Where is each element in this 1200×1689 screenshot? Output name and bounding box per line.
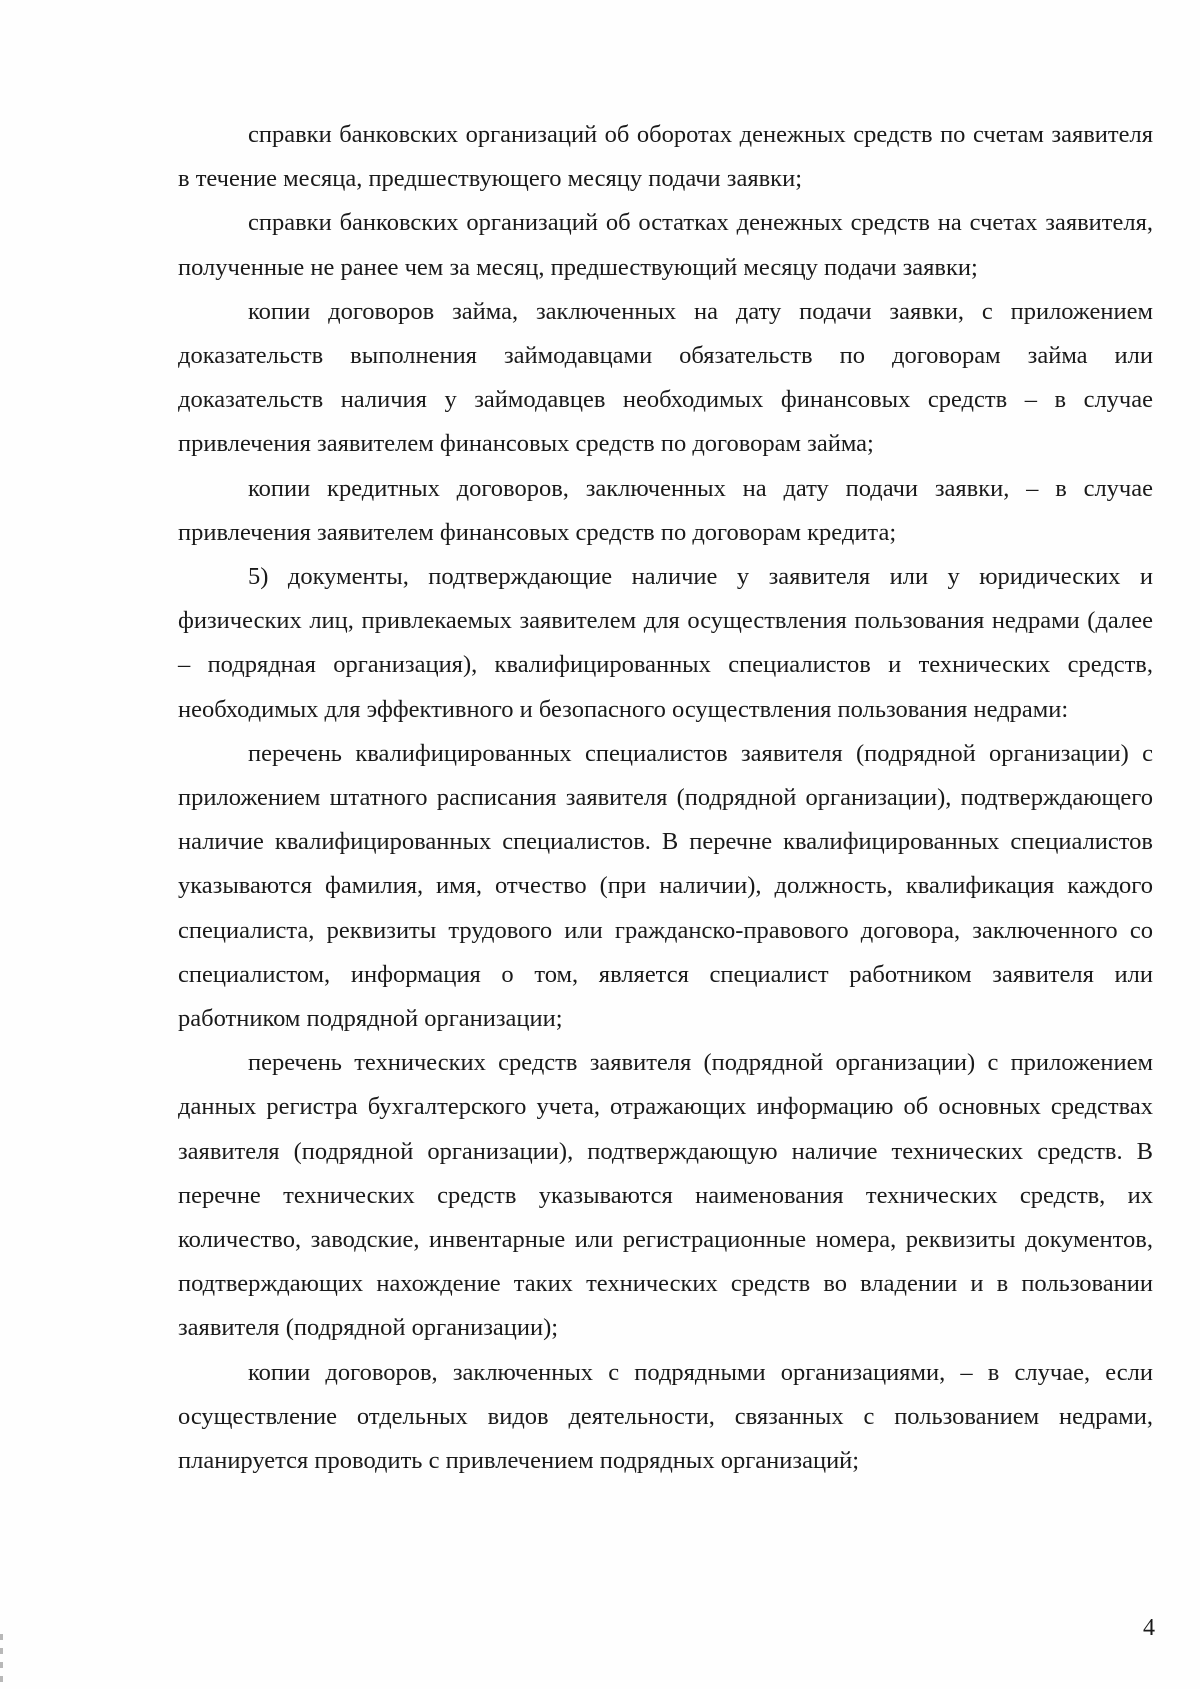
paragraph-bank-balances: справки банковских организаций об остатках денежных средств на счетах заявителя, полученные не ранее чем за месяц, предшествующий месяцу подачи заявки; (178, 209, 1153, 281)
paragraph-credit-agreements: копии кредитных договоров, заключенных на дату подачи заявки, – в случае привлечения заявителем финансовых средств по договорам кредита; (178, 474, 1153, 546)
paragraph-contractor-agreements: копии договоров, заключенных с подрядными организациями, – в случае, если осуществление отдельных видов деятельности, связанных с пользованием недрами, планируется проводить с привлечением подрядных организаций; (178, 1358, 1153, 1475)
scan-edge-mark (0, 1676, 3, 1682)
paragraph-bank-turnover: справки банковских организаций об оборотах денежных средств по счетам заявителя в течение месяца, предшествующего месяцу подачи заявки; (178, 121, 1153, 193)
scan-edge-mark (0, 1648, 3, 1654)
scan-edge-mark (0, 1634, 3, 1640)
paragraph-technical-means-list: перечень технических средств заявителя (подрядной организации) с приложением данных регистра бухгалтерского учета, отражающих информацию об основных средствах заявителя (подрядной организации), подтверждающую наличие технических средств. В перечне технических средств указываются наименования технических средств, их количество, заводские, инвентарные или регистрационные номера, реквизиты документов, подтверждающих нахождение таких технических средств во владении и в пользовании заявителя (подрядной организации); (178, 1049, 1153, 1342)
paragraph-item-5: 5) документы, подтверждающие наличие у заявителя или у юридических и физических лиц, привлекаемых заявителем для осуществления пользования недрами (далее – подрядная организация), квалифицированных специалистов и технических средств, необходимых для эффективного и безопасного осуществления пользования недрами: (178, 563, 1153, 723)
scan-edge-mark (0, 1662, 3, 1668)
document-body (178, 113, 1153, 1483)
paragraph-specialists-list: перечень квалифицированных специалистов заявителя (подрядной организации) с приложением штатного расписания заявителя (подрядной организации), подтверждающего наличие квалифицированных специалистов. В перечне квалифицированных специалистов указываются фамилия, имя, отчество (при наличии), должность, квалификация каждого специалиста, реквизиты трудового или гражданско-правового договора, заключенного со специалистом, информация о том, является специалист работником заявителя или работником подрядной организации; (178, 739, 1153, 1033)
paragraph-loan-agreements: копии договоров займа, заключенных на дату подачи заявки, с приложением доказательств выполнения займодавцами обязательств по договорам займа или доказательств наличия у займодавцев необходимых финансовых средств – в случае привлечения заявителем финансовых средств по договорам займа; (178, 297, 1153, 458)
page-number: 4 (1143, 1615, 1155, 1641)
